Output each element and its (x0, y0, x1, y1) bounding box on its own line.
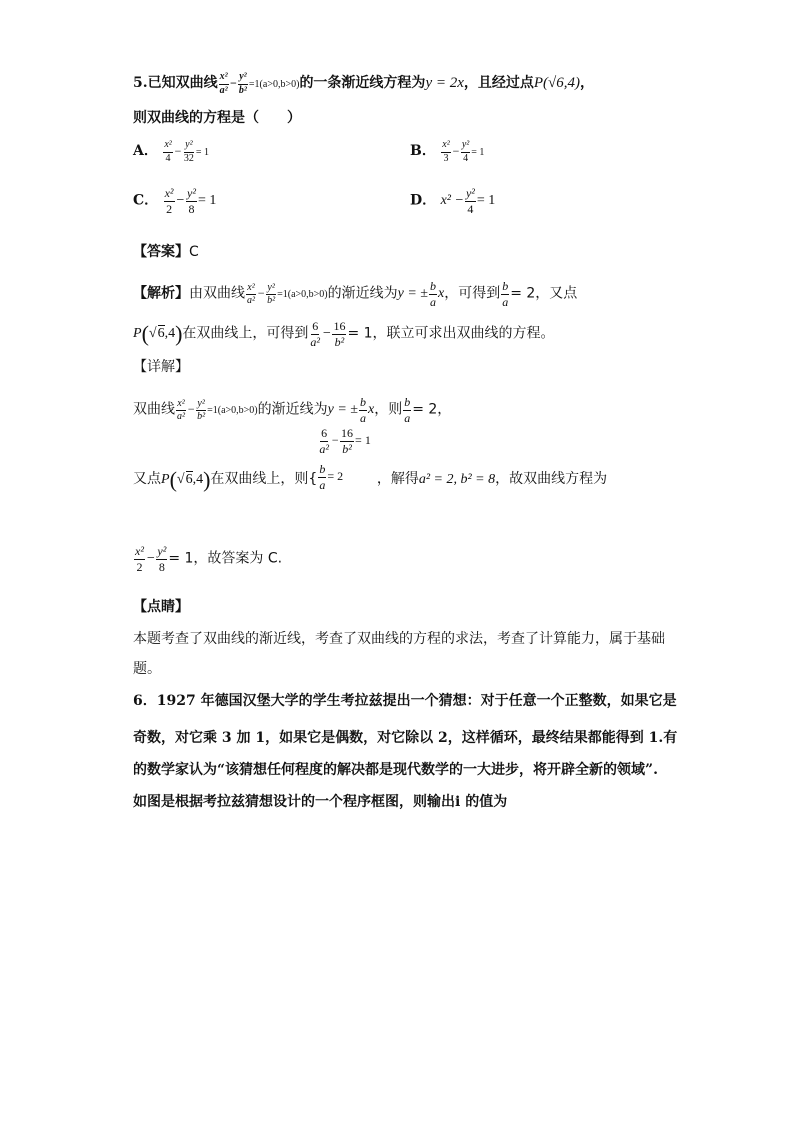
q5-stem-line1 (133, 72, 594, 96)
analysis-tag: 【解析】 (133, 285, 189, 302)
q5-end: ， (580, 74, 595, 91)
answer-value: C (189, 244, 199, 260)
option-a[interactable]: A． $\frac{\text{x²}}{4}$ − $\frac{\text{y²}}{32}$ = 1 (133, 139, 210, 164)
q6-line1: 6．1927 年德国汉堡大学的学生考拉兹提出一个猜想：对于任意一个正整数，如果它是 (133, 693, 677, 709)
q5-asymptote: y = 2x (425, 74, 464, 91)
q6-line4: 如图是根据考拉兹猜想设计的一个程序框图，则输出i 的值为 (133, 794, 508, 810)
q5-mid2: ，且经过点 (463, 74, 534, 91)
equation-system: $\frac{6}{\text{a²}}$ − $\frac{16}{\text{b²}}$ = 1 $\frac{b}{a}$ = 2 (319, 426, 371, 492)
detail-line3: $\frac{\text{x²}}{2}$ − $\frac{\text{y²}}{8}$ = 1，故答案为 C. (135, 544, 283, 574)
q5-stem-line2: 则双曲线的方程是（ ） (133, 110, 301, 126)
comment-tag: 【点睛】 (133, 599, 189, 615)
option-c-label: C． (133, 192, 159, 209)
q5-point: P(√6,4) (533, 74, 581, 91)
option-c[interactable]: C． $\frac{\text{x²}}{2}$ − $\frac{\text{y²}}{8}$ = 1 (133, 186, 217, 216)
analysis-line1: 【解析】由双曲线 $\frac{\text{x²}}{\text{a²}}$ − $\frac{\text{y²}}{\text{b²}}$ =1(a>0,b>0)的渐近线为y = ± $\frac{b}{a}$ x，可得到 $\frac{b}{a}$ = 2，又点 (133, 279, 578, 309)
option-d-label: D． (410, 192, 437, 209)
option-b-label: B． (410, 143, 436, 159)
comment-line2: 题。 (133, 661, 161, 677)
option-b[interactable]: B． $\frac{\text{x²}}{3}$ − $\frac{\text{y²}}{4}$ = 1 (410, 139, 485, 164)
q6-line2: 奇数，对它乘 3 加 1，如果它是偶数，对它除以 2，这样循环，最终结果都能得到 1.有 (133, 730, 678, 746)
detail-line1: 双曲线 $\frac{\text{x²}}{\text{a²}}$ − $\frac{\text{y²}}{\text{b²}}$ =1(a>0,b>0)的渐近线为y = ± $\frac{b}{a}$ x，则 $\frac{b}{a}$ = 2， (133, 395, 452, 425)
option-d[interactable]: D． x² − $\frac{\text{y²}}{4}$ = 1 (410, 186, 496, 216)
q5-mid: 的一条渐近线方程为 (299, 74, 426, 91)
q5-prefix: .已知双曲线 (142, 74, 218, 91)
option-a-label: A． (133, 143, 158, 159)
analysis-line2: P(√6,4)在双曲线上，可得到 $\frac{6}{\text{a²}}$ − $\frac{16}{\text{b²}}$ = 1，联立可求出双曲线的方程。 (133, 319, 555, 349)
answer-tag: 【答案】 (133, 244, 189, 260)
detail-tag: 【详解】 (133, 359, 189, 375)
comment-line1: 本题考查了双曲线的渐近线，考查了双曲线的方程的求法，考查了计算能力，属于基础 (133, 631, 665, 647)
q6-line3: 的数学家认为“该猜想任何程度的解决都是现代数学的一大进步，将开辟全新的领域”. (133, 762, 658, 778)
detail-line2: 又点P(√6,4)在双曲线上，则{ $\frac{6}{\text{a²}}$ − $\frac{16}{\text{b²}}$ = 1 $\frac{b}{a}$ = 2 ，解得a² = 2, b² = 8，故双曲线方程为 (133, 426, 608, 492)
q5-hyperbola-eq: $\frac{\text{x²}}{\text{a²}}$ − $\frac{\text{y²}}{\text{b²}}$ =1(a>0,b>0) (219, 71, 300, 96)
q5-number: 5 (133, 74, 143, 91)
answer-line (133, 245, 199, 259)
